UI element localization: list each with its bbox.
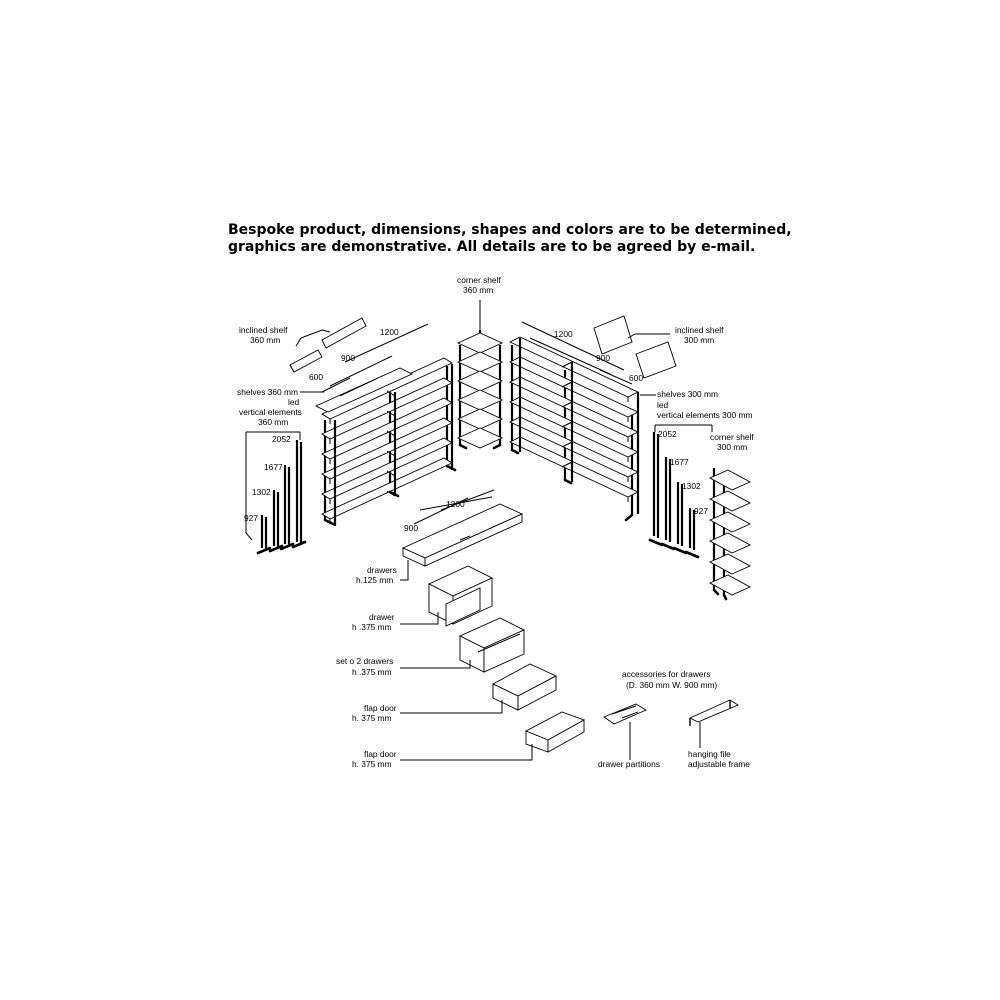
right-corner-shelf-level — [710, 512, 750, 532]
label-hanging-file-b: adjustable frame — [688, 759, 750, 769]
label-drawer-375-b: h .375 mm — [352, 622, 392, 632]
right-corner-shelf-level — [710, 470, 750, 490]
label-drawers-125-b: h.125 mm — [356, 575, 394, 585]
label-h-right-2052: 2052 — [658, 429, 677, 439]
label-vert-right-vertical: vertical elements 300 mm — [657, 410, 753, 420]
label-flap-door-2-a: flap door — [364, 749, 397, 759]
label-drawer-375-a: drawer — [369, 612, 395, 622]
corner-shelf-level — [458, 352, 502, 372]
right-corner-shelf-level — [710, 491, 750, 511]
notice-line-2: graphics are demonstrative. All details are to be agreed by e-mail. — [228, 239, 756, 255]
label-h-left-927: 927 — [244, 513, 258, 523]
right-bookcase — [510, 337, 638, 520]
label-corner-shelf-360-b: 360 mm — [463, 285, 494, 295]
center-corner-shelf — [458, 330, 502, 448]
label-accessories-b: (D. 360 mm W. 900 mm) — [626, 680, 718, 690]
label-accessories-a: accessories for drawers — [622, 669, 711, 679]
label-dim-left-600: 600 — [309, 372, 323, 382]
label-flap-door-1-b: h. 375 mm — [352, 713, 392, 723]
label-vert-right-led: led — [657, 400, 669, 410]
label-shelves-300: shelves 300 mm — [657, 389, 718, 399]
label-flap-door-2-b: h. 375 mm — [352, 759, 392, 769]
right-vertical-foot — [650, 540, 662, 545]
label-h-left-1677: 1677 — [264, 462, 283, 472]
label-corner-shelf-300-b: 300 mm — [717, 442, 748, 452]
label-inclined-right-b: 300 mm — [684, 335, 715, 345]
label-dim-left-1200: 1200 — [380, 327, 399, 337]
label-drawer-dim-1200: 1200 — [446, 499, 465, 509]
drawer-stack — [429, 566, 584, 752]
corner-shelf-level — [458, 371, 502, 391]
label-vert-left-360: 360 mm — [258, 417, 289, 427]
label-h-right-1302: 1302 — [682, 481, 701, 491]
label-dim-right-600: 600 — [629, 373, 643, 383]
label-corner-shelf-360-a: corner shelf — [457, 275, 501, 285]
label-vert-left-vertical: vertical elements — [239, 407, 302, 417]
right-vertical-foot — [674, 548, 686, 553]
label-shelves-360: shelves 360 mm — [237, 387, 298, 397]
right-vertical-elements — [650, 425, 712, 557]
label-h-left-1302: 1302 — [252, 487, 271, 497]
inclined-shelves-left — [290, 318, 366, 372]
corner-shelf-level — [458, 333, 502, 353]
left-vertical-foot — [293, 542, 305, 547]
label-hanging-file-a: hanging file — [688, 749, 731, 759]
label-drawers-125-a: drawers — [367, 565, 397, 575]
label-inclined-left-b: 360 mm — [250, 335, 281, 345]
right-vertical-foot — [686, 552, 698, 557]
label-set-2-drawers-a: set o 2 drawers — [336, 656, 394, 666]
label-set-2-drawers-b: h .375 mm — [352, 667, 392, 677]
left-vertical-foot — [258, 548, 270, 553]
label-h-left-2052: 2052 — [272, 434, 291, 444]
right-vertical-foot — [662, 544, 674, 549]
label-drawer-dim-900: 900 — [404, 523, 418, 533]
corner-shelf-level — [458, 409, 502, 429]
inclined-shelves-right — [594, 316, 676, 378]
right-corner-shelf-level — [710, 533, 750, 553]
label-h-right-927: 927 — [694, 506, 708, 516]
label-vert-left-led: led — [288, 397, 300, 407]
right-corner-shelf-level — [710, 554, 750, 574]
label-dim-right-1200: 1200 — [554, 329, 573, 339]
corner-shelf-level — [458, 390, 502, 410]
right-corner-shelf — [710, 468, 750, 599]
notice-line-1: Bespoke product, dimensions, shapes and colors are to be determined, — [228, 222, 792, 238]
label-dim-right-900: 900 — [596, 353, 610, 363]
label-dim-left-900: 900 — [341, 353, 355, 363]
label-h-right-1677: 1677 — [670, 457, 689, 467]
label-corner-shelf-300-a: corner shelf — [710, 432, 754, 442]
label-flap-door-1-a: flap door — [364, 703, 397, 713]
label-inclined-left-a: inclined shelf — [239, 325, 288, 335]
label-inclined-right-a: inclined shelf — [675, 325, 724, 335]
corner-shelf-level — [458, 428, 502, 448]
label-drawer-partitions: drawer partitions — [598, 759, 660, 769]
